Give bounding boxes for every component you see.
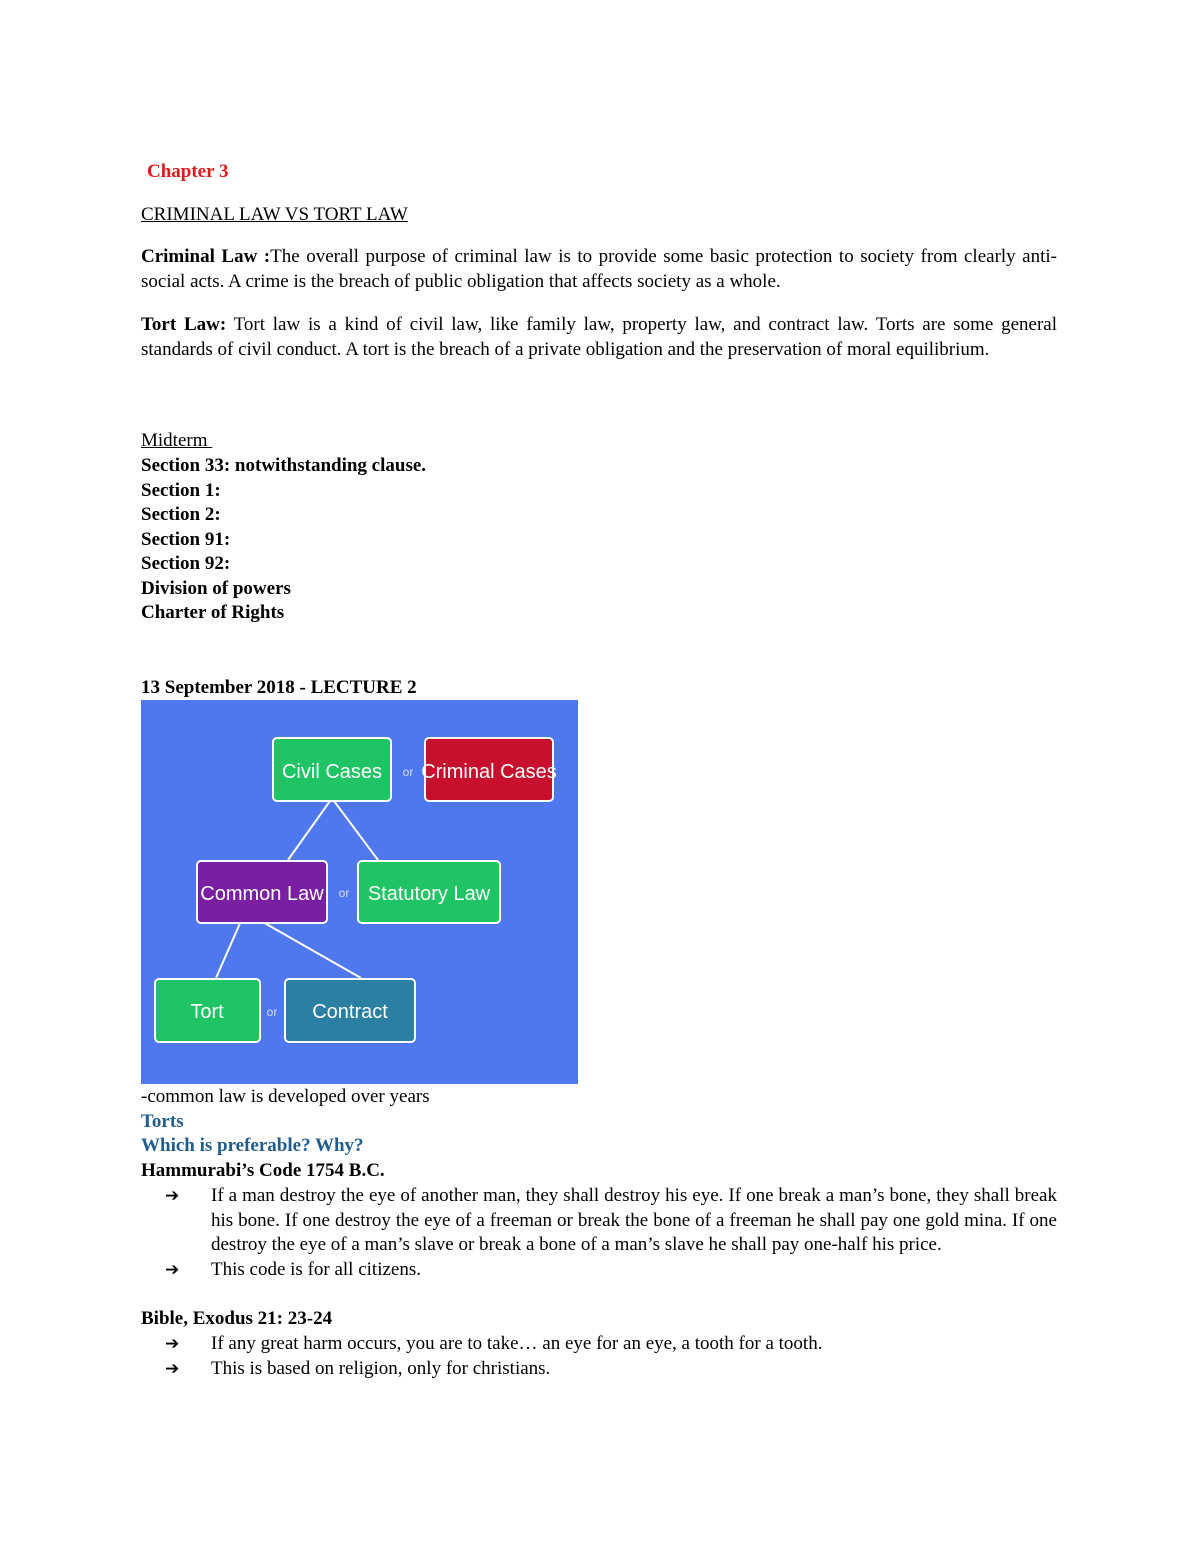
bible-heading: Bible, Exodus 21: 23-24 <box>141 1308 333 1329</box>
midterm-item: Section 2: <box>141 504 221 525</box>
contract-label: Contract <box>312 1001 388 1023</box>
bible-list <box>141 1332 1057 1381</box>
midterm-item: Section 91: <box>141 529 231 550</box>
midterm-item: Section 33: notwithstanding clause. <box>141 455 427 476</box>
law-classification-diagram <box>141 700 578 1084</box>
midterm-item: Charter of Rights <box>141 602 285 623</box>
hammurabi-heading: Hammurabi’s Code 1754 B.C. <box>141 1160 385 1181</box>
list-item-text: This is based on religion, only for christians. <box>211 1357 551 1379</box>
list-item-text: If a man destroy the eye of another man, they shall destroy his eye. If one break a man’s bone, they shall break his bone. If one destroy the eye of a freeman or break the bone of a freeman he shall pay one gold mina. If one destroy the eye of a man’s slave or break a bone of a man’s slave he shall pay one-half his price. <box>211 1185 1057 1255</box>
or-label: or <box>402 765 414 779</box>
criminal-cases-label: Criminal Cases <box>421 761 557 783</box>
list-item-text: If any great harm occurs, you are to take… an eye for an eye, a tooth for a tooth. <box>211 1333 823 1354</box>
list-item-text: This code is for all citizens. <box>211 1258 421 1280</box>
criminal-law-text: The overall purpose of criminal law is to provide some basic protection to society from clearly anti-social acts. A crime is the breach of public obligation that affects society as a whole. <box>141 246 1058 292</box>
question-heading: Which is preferable? Why? <box>141 1135 364 1156</box>
or-label: or <box>338 886 350 900</box>
criminal-law-label: Criminal Law : <box>141 246 271 267</box>
or-label: or <box>266 1005 278 1019</box>
hammurabi-list <box>141 1184 1057 1282</box>
arrow-right-icon: ➔ <box>165 1259 180 1280</box>
statutory-law-label: Statutory Law <box>367 883 491 905</box>
midterm-item: Section 1: <box>141 480 221 501</box>
arrow-right-icon: ➔ <box>165 1186 180 1206</box>
common-law-label: Common Law <box>200 883 324 905</box>
torts-heading: Torts <box>141 1111 184 1132</box>
tort-law-label: Tort Law: <box>141 314 227 335</box>
civil-cases-label: Civil Cases <box>281 761 383 783</box>
lecture-heading: 13 September 2018 - LECTURE 2 <box>141 677 417 698</box>
criminal-law-paragraph <box>141 245 1057 294</box>
tort-law-text: Tort law is a kind of civil law, like family law, property law, and contract law. Torts are some general standards of civil conduct. A tort is the breach of a private obligation and the preservation of moral equilibrium. <box>141 314 1057 360</box>
midterm-item: Section 92: <box>141 553 231 574</box>
tort-label: Tort <box>190 1001 224 1023</box>
common-law-note: -common law is developed over years <box>141 1086 430 1107</box>
midterm-item: Division of powers <box>141 578 291 599</box>
list-item <box>141 1184 1057 1258</box>
list-item <box>141 1357 1057 1382</box>
arrow-right-icon: ➔ <box>165 1334 180 1354</box>
tort-law-paragraph <box>141 313 1057 362</box>
list-item <box>141 1332 1057 1357</box>
chapter-title: Chapter 3 <box>147 161 229 182</box>
list-item <box>141 1258 1057 1283</box>
midterm-heading: Midterm <box>141 430 213 451</box>
section-heading: CRIMINAL LAW VS TORT LAW <box>141 204 408 225</box>
arrow-right-icon: ➔ <box>165 1358 180 1379</box>
